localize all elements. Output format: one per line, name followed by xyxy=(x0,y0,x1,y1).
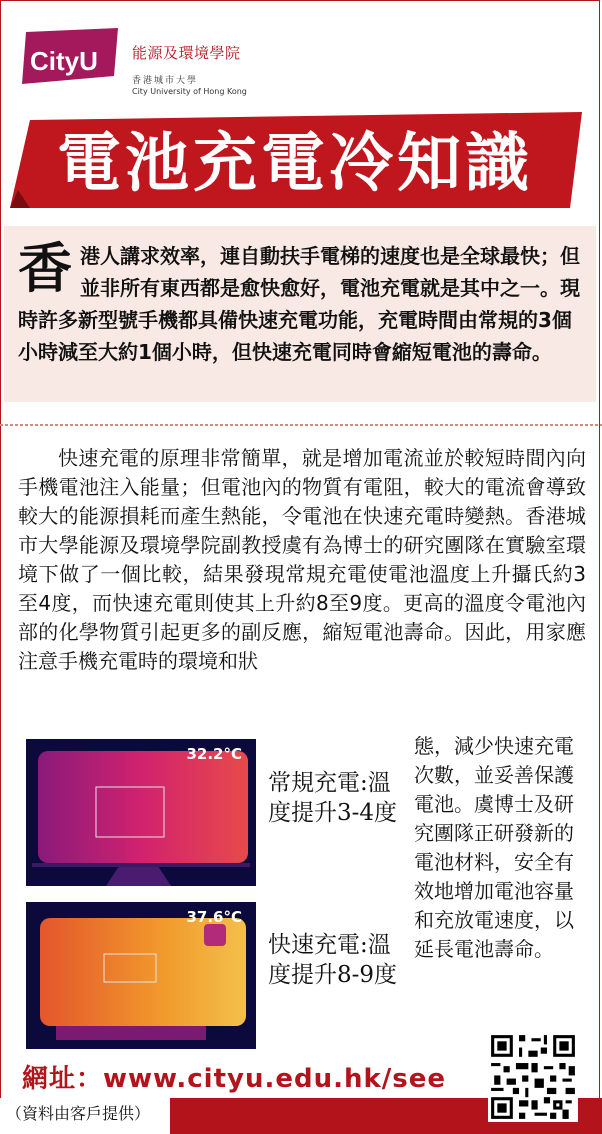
logo-text xyxy=(132,42,247,96)
figure-caption-fast: 快速充電:溫度提升8-9度 xyxy=(268,932,398,988)
university-name-zh: 香港城市大學 xyxy=(132,76,199,86)
divider xyxy=(0,424,602,426)
body-paragraph: 快速充電的原理非常簡單，就是增加電流並於較短時間內向手機電池注入能量；但電池內的物質有電阻，較大的電流會導致較大的能源損耗而產生熱能，令電池在快速充電時變熱。香港城市大學能源及環境學院副教授虞有為博士的研究團隊在實驗室環境下做了一個比較，結果發現常規充電使電池溫度上升攝氏約3至4度，而快速充電則使其上升約8至9度。更高的溫度令電池內部的化學物質引起更多的副反應，縮短電池壽命。因此，用家應注意手機充電時的環境和狀 xyxy=(18,446,586,673)
cityu-logo xyxy=(18,28,122,84)
body-continuation: 態，減少快速充電次數，並妥善保護電池。虞博士及研究團隊正研發新的電池材料，安全有效地增加電池容量和充放電速度，以延長電池壽命。 xyxy=(414,734,574,961)
svg-text:CityU: CityU xyxy=(30,46,98,76)
figure-caption-regular: 常規充電:溫度提升3-4度 xyxy=(268,770,398,826)
temperature-reading: 37.6°C xyxy=(186,908,242,926)
qr-code-icon[interactable] xyxy=(488,1032,578,1122)
dropcap: 香 xyxy=(18,237,72,300)
temperature-reading: 32.2°C xyxy=(186,745,242,763)
department-name: 能源及環境學院 xyxy=(132,44,241,62)
page-title: 電池充電冷知識 xyxy=(57,127,533,201)
thermal-image-regular xyxy=(26,739,256,886)
university-name-en: City University of Hong Kong xyxy=(132,87,247,96)
intro-paragraph xyxy=(18,237,584,368)
website-link[interactable]: 網址：www.cityu.edu.hk/see xyxy=(22,1064,447,1094)
thermal-image-fast xyxy=(26,902,256,1049)
source-note: （資料由客戶提供） xyxy=(0,1098,170,1134)
intro-text: 港人講求效率，連自動扶手電梯的速度也是全球最快；但並非所有東西都是愈快愈好，電池充電就是其中之一。現時許多新型號手機都具備快速充電功能，充電時間由常規的3個小時減至大約1個小時，但快速充電同時會縮短電池的壽命。 xyxy=(18,244,580,364)
